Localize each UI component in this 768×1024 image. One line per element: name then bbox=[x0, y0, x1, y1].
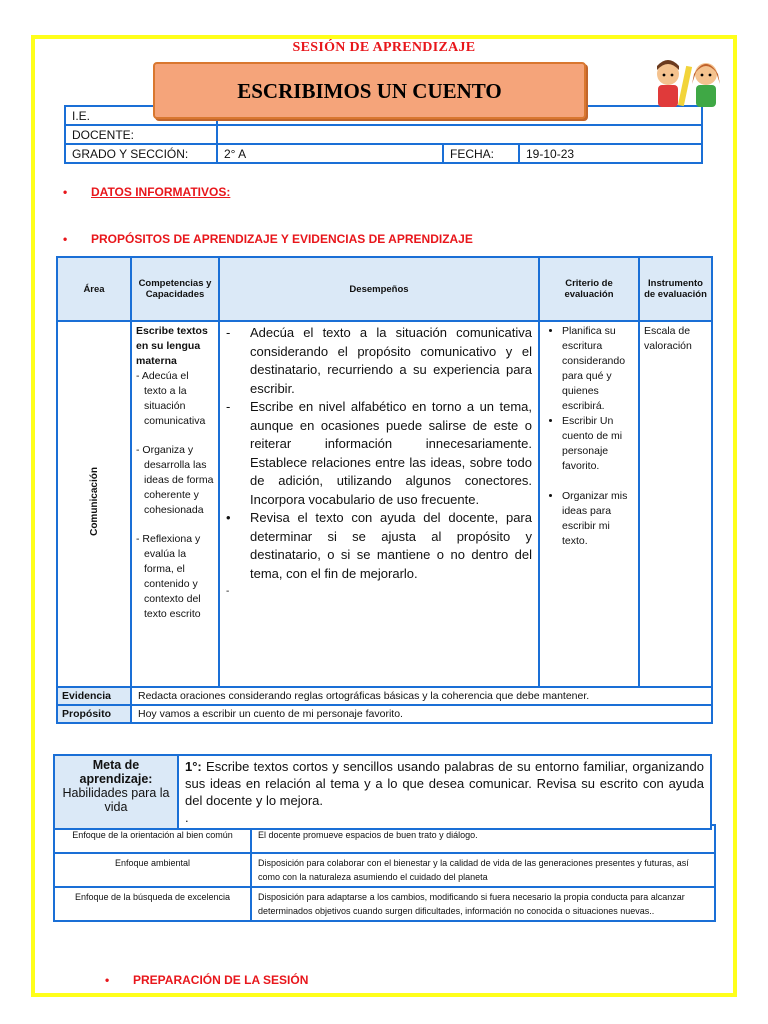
docente-label: DOCENTE: bbox=[65, 125, 217, 144]
section-preparacion bbox=[105, 973, 309, 987]
item-marker: - bbox=[226, 325, 231, 340]
session-title: SESIÓN DE APRENDIZAJE bbox=[292, 40, 476, 55]
desempeno-text: Adecúa el texto a la situación comunicativa considerando el propósito comunicativo y el destinatario, recurriendo a su experiencia para escribir. bbox=[250, 325, 532, 396]
bullet-icon: • bbox=[63, 185, 68, 199]
section-preparacion-text: PREPARACIÓN DE LA SESIÓN bbox=[133, 973, 309, 987]
grado-value: 2° A bbox=[217, 144, 443, 163]
capacidades-list bbox=[136, 369, 214, 622]
enfoque-name: Enfoque de la orientación al bien común bbox=[54, 825, 251, 853]
header-criterio: Criterio de evaluación bbox=[539, 257, 639, 321]
desempeno-text: Revisa el texto con ayuda del docente, para determinar si se ajusta al propósito y destinatario, o si se mantiene o no dentro del tema, con el fin de mejorarlo. bbox=[250, 510, 532, 581]
title-banner bbox=[153, 62, 586, 119]
criterio-item: • Planifica su escritura considerando para qué y quienes escribirá. bbox=[562, 324, 634, 414]
criterio-item: • Organizar mis ideas para escribir mi texto. bbox=[562, 489, 634, 549]
learning-table bbox=[56, 256, 713, 724]
item-marker: • bbox=[226, 510, 231, 525]
area-text: Comunicación bbox=[88, 467, 100, 536]
evidencia-text: Redacta oraciones considerando reglas ortográficas básicas y la coherencia que debe mantener. bbox=[131, 687, 712, 705]
header-desempenos: Desempeños bbox=[219, 257, 539, 321]
instrumento-cell: Escala de valoración bbox=[639, 321, 712, 687]
meta-text: Escribe textos cortos y sencillos usando palabras de su entorno familiar, organizando sus ideas en relación al tema y a lo que desea comunicar. Revisa su escrito con ayuda del docente y lo mejora. bbox=[185, 759, 704, 808]
meta-number: 1°: bbox=[185, 759, 202, 774]
banner-title: ESCRIBIMOS UN CUENTO bbox=[237, 79, 502, 103]
desempenos-cell bbox=[219, 321, 539, 687]
docente-value bbox=[217, 125, 702, 144]
fecha-value: 19-10-23 bbox=[519, 144, 702, 163]
section-datos-text: DATOS INFORMATIVOS: bbox=[91, 185, 231, 199]
capacidad-item: - Reflexiona y evalúa la forma, el contenido y contexto del texto escrito bbox=[136, 533, 201, 620]
enfoques-table bbox=[53, 824, 716, 922]
fecha-label: FECHA: bbox=[443, 144, 519, 163]
criterios-list bbox=[544, 324, 634, 549]
header-instrumento: Instrumento de evaluación bbox=[639, 257, 712, 321]
section-propositos bbox=[63, 232, 473, 246]
grado-label: GRADO Y SECCIÓN: bbox=[65, 144, 217, 163]
enfoque-desc: El docente promueve espacios de buen trato y diálogo. bbox=[251, 825, 715, 853]
meta-table bbox=[53, 754, 712, 830]
children-with-pencil-icon bbox=[646, 58, 730, 110]
meta-sublabel: Habilidades para la vida bbox=[62, 786, 170, 814]
enfoque-desc: Disposición para colaborar con el bienestar y la calidad de vida de las generaciones presentes y futuras, así como con la naturaleza asumiendo el cuidado del planeta bbox=[251, 853, 715, 887]
desempeno-item bbox=[226, 324, 532, 398]
item-marker: - bbox=[226, 399, 231, 414]
meta-text-cell bbox=[178, 755, 711, 829]
enfoque-desc: Disposición para adaptarse a los cambios, modificando si fuera necesario la propia conducta para alcanzar determinados objetivos cuando surgen dificultades, información no conocida o situaciones nuevas.. bbox=[251, 887, 715, 921]
capacidad-item: - Adecúa el texto a la situación comunicativa bbox=[136, 370, 206, 427]
evidencia-label: Evidencia bbox=[57, 687, 131, 705]
bullet-icon: • bbox=[105, 973, 110, 987]
criterios-cell bbox=[539, 321, 639, 687]
meta-tail: . bbox=[185, 810, 189, 825]
competencias-cell bbox=[131, 321, 219, 687]
criterio-item: • Escribir Un cuento de mi personaje favorito. bbox=[562, 414, 634, 474]
bullet-icon: • bbox=[63, 232, 68, 246]
section-propositos-text: PROPÓSITOS DE APRENDIZAJE Y EVIDENCIAS DE APRENDIZAJE bbox=[91, 232, 473, 246]
enfoque-name: Enfoque de la búsqueda de excelencia bbox=[54, 887, 251, 921]
section-datos bbox=[63, 185, 231, 199]
header-competencias: Competencias y Capacidades bbox=[131, 257, 219, 321]
header-area: Área bbox=[57, 257, 131, 321]
desempeno-item bbox=[226, 509, 532, 583]
desempeno-text: Escribe en nivel alfabético en torno a un tema, aunque en ocasiones puede salirse de este o reiterar información innecesariamente. Establece relaciones entre las ideas, sobre todo de adición, utilizando algunos conectores. Incorpora vocabulario de uso frecuente. bbox=[250, 399, 532, 507]
desempeno-item bbox=[226, 398, 532, 509]
meta-label: Meta de aprendizaje: bbox=[79, 758, 153, 786]
area-cell bbox=[57, 321, 131, 687]
enfoque-name: Enfoque ambiental bbox=[54, 853, 251, 887]
capacidad-item: - Organiza y desarrolla las ideas de forma coherente y cohesionada bbox=[136, 444, 214, 516]
item-marker: - bbox=[226, 586, 230, 597]
meta-label-cell bbox=[54, 755, 178, 829]
proposito-label: Propósito bbox=[57, 705, 131, 723]
proposito-text: Hoy vamos a escribir un cuento de mi personaje favorito. bbox=[131, 705, 712, 723]
ie-label: I.E. bbox=[65, 106, 217, 125]
competencia-title: Escribe textos en su lengua materna bbox=[136, 325, 208, 367]
